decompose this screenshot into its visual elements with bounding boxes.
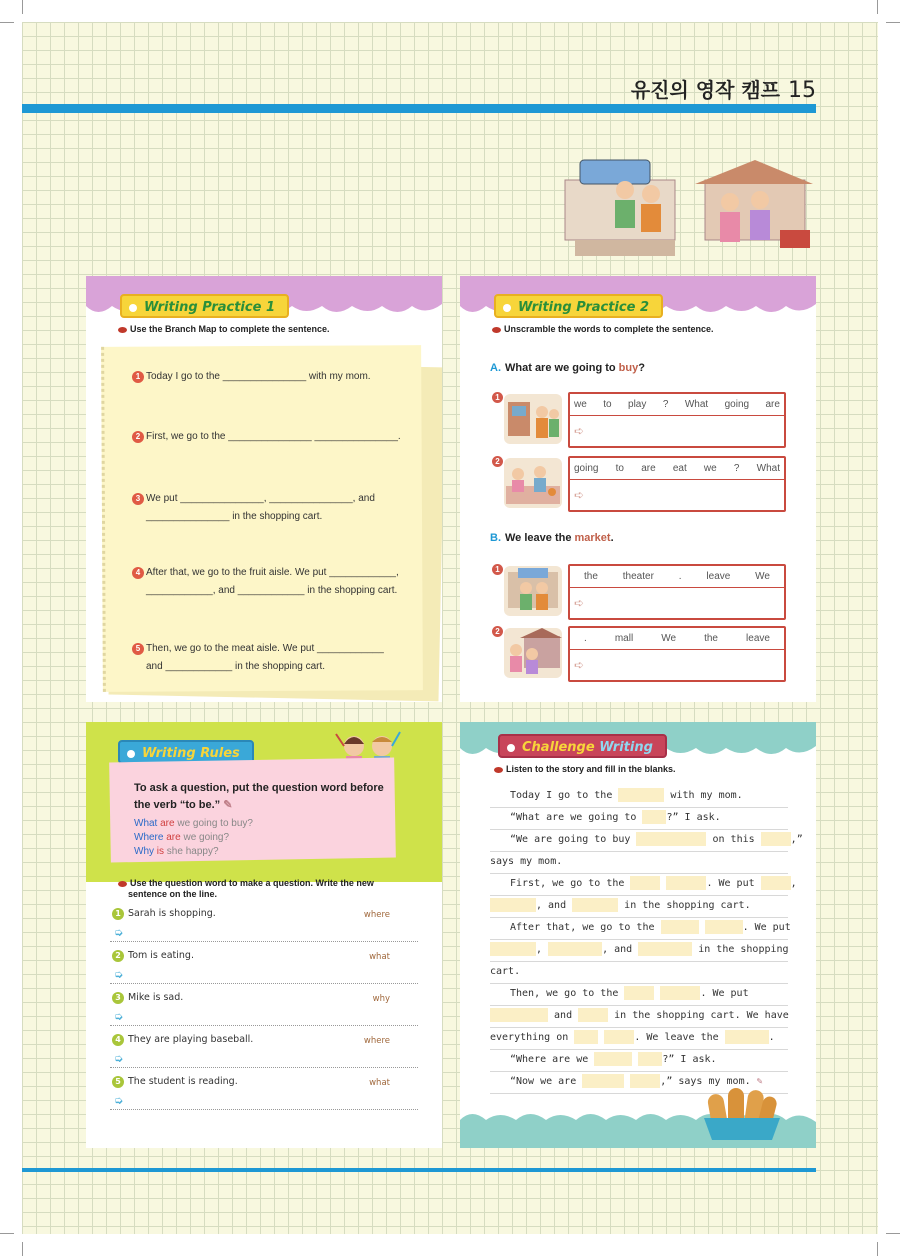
unscramble-box-b1[interactable]: [568, 564, 786, 620]
crop-mark: [22, 1242, 23, 1256]
theater-picture: [504, 566, 562, 616]
list-item[interactable]: 5 The student is reading. what ➭: [110, 1070, 418, 1110]
header-bar: [22, 104, 816, 113]
section-a-heading: A. What are we going to buy?: [490, 362, 645, 374]
story-line: everything on . We leave the .: [490, 1028, 788, 1050]
crop-mark: [0, 22, 14, 23]
crop-mark: [886, 1233, 900, 1234]
wp1-item: 1 Today I go to the _______________ with my mom.: [132, 368, 371, 386]
story-line: and in the shopping cart. We have: [490, 1006, 788, 1028]
story-line: says my mom.: [490, 852, 788, 874]
story-line: Then, we go to the . We put: [490, 984, 788, 1006]
scrambled-words: we to play ? What going are: [570, 394, 784, 416]
rule-example: Why is she happy?: [134, 846, 219, 857]
arrow-icon: ➭: [114, 927, 124, 939]
story-line: , and in the shopping cart.: [490, 896, 788, 918]
unscramble-box-a2[interactable]: [568, 456, 786, 512]
mall-picture: [504, 628, 562, 678]
arrow-icon: ➭: [114, 1011, 124, 1023]
rule-line-1: To ask a question, put the question word before: [134, 782, 384, 794]
story-line: “We are going to buy on this ,”: [490, 830, 788, 852]
challenge-writing-tag: Challenge Writing: [498, 734, 667, 758]
challenge-writing-panel: [460, 722, 816, 1148]
story-line: Today I go to the with my mom.: [490, 786, 788, 808]
challenge-instruction: Listen to the story and fill in the blanks.: [494, 764, 676, 774]
wp1-item: 3 We put _______________, _______________, and _______________ in the shopping cart.: [132, 490, 375, 526]
answer-arrow-icon: ➪: [574, 488, 585, 502]
crop-mark: [22, 0, 23, 14]
pencil-icon: ✎: [756, 1076, 763, 1087]
scrambled-words: the theater . leave We: [570, 566, 784, 588]
story-line: “Now we are ,” says my mom. ✎: [490, 1072, 788, 1094]
answer-arrow-icon: ➪: [574, 596, 585, 610]
list-item[interactable]: 2 Tom is eating. what ➭: [110, 944, 418, 984]
rule-example: Where are we going?: [134, 832, 230, 843]
arrow-icon: ➭: [114, 1095, 124, 1107]
unscramble-box-b2[interactable]: [568, 626, 786, 682]
story-line: After that, we go to the . We put: [490, 918, 788, 940]
arcade-picture: [504, 394, 562, 444]
arrow-icon: ➭: [114, 969, 124, 981]
wp1-instruction: Use the Branch Map to complete the sentence.: [118, 324, 330, 334]
writing-practice-2-tag: Writing Practice 2: [494, 294, 663, 318]
unscramble-box-a1[interactable]: [568, 392, 786, 448]
story-line: First, we go to the . We put ,: [490, 874, 788, 896]
section-b-heading: B. We leave the market.: [490, 532, 614, 544]
shopping-illustration: [555, 150, 815, 270]
answer-arrow-icon: ➪: [574, 424, 585, 438]
writing-practice-1-panel: [86, 276, 442, 702]
rules-instruction: Use the question word to make a question. Write the new sentence on the line.: [118, 878, 374, 900]
writing-practice-1-tag: Writing Practice 1: [120, 294, 289, 318]
wp1-item: 5 Then, we go to the meat aisle. We put ____________ and ____________ in the shopping cart.: [132, 640, 384, 676]
pencil-icon: ✎: [223, 799, 233, 811]
answer-arrow-icon: ➪: [574, 658, 585, 672]
list-item[interactable]: 3 Mike is sad. why ➭: [110, 986, 418, 1026]
writing-rules-tag: Writing Rules: [118, 740, 254, 764]
crop-mark: [877, 1242, 878, 1256]
wp1-item: 4 After that, we go to the fruit aisle. We put ____________, ____________, and ____________ in the shopping cart.: [132, 564, 399, 600]
crop-mark: [877, 0, 878, 14]
page-title: 유진의 영작 캠프: [630, 78, 780, 102]
story-line: cart.: [490, 962, 788, 984]
footer-bar: [22, 1168, 816, 1172]
wp1-item: 2 First, we go to the _______________ _______________.: [132, 428, 401, 446]
story-line: , , and in the shopping: [490, 940, 788, 962]
story-line: “What are we going to ?” I ask.: [490, 808, 788, 830]
list-item[interactable]: 4 They are playing baseball. where ➭: [110, 1028, 418, 1068]
writing-practice-2-panel: [460, 276, 816, 702]
list-item[interactable]: 1 Sarah is shopping. where ➭: [110, 902, 418, 942]
writing-rules-panel: [86, 722, 442, 1148]
bread-basket-illustration: [700, 1078, 784, 1142]
food-court-picture: [504, 458, 562, 508]
story-line: “Where are we ?” I ask.: [490, 1050, 788, 1072]
rule-line-2: the verb “to be.” ✎: [134, 799, 233, 811]
wp2-instruction: Unscramble the words to complete the sentence.: [492, 324, 714, 334]
crop-mark: [886, 22, 900, 23]
scrambled-words: going to are eat we ? What: [570, 458, 784, 480]
item-number: 2: [492, 456, 503, 467]
page-number: 15: [788, 78, 816, 103]
item-number: 1: [492, 392, 503, 403]
item-number: 1: [492, 564, 503, 575]
arrow-icon: ➭: [114, 1053, 124, 1065]
page-header: [631, 74, 816, 103]
scrambled-words: . mall We the leave: [570, 628, 784, 650]
rule-example: What are we going to buy?: [134, 818, 253, 829]
item-number: 2: [492, 626, 503, 637]
crop-mark: [0, 1233, 14, 1234]
